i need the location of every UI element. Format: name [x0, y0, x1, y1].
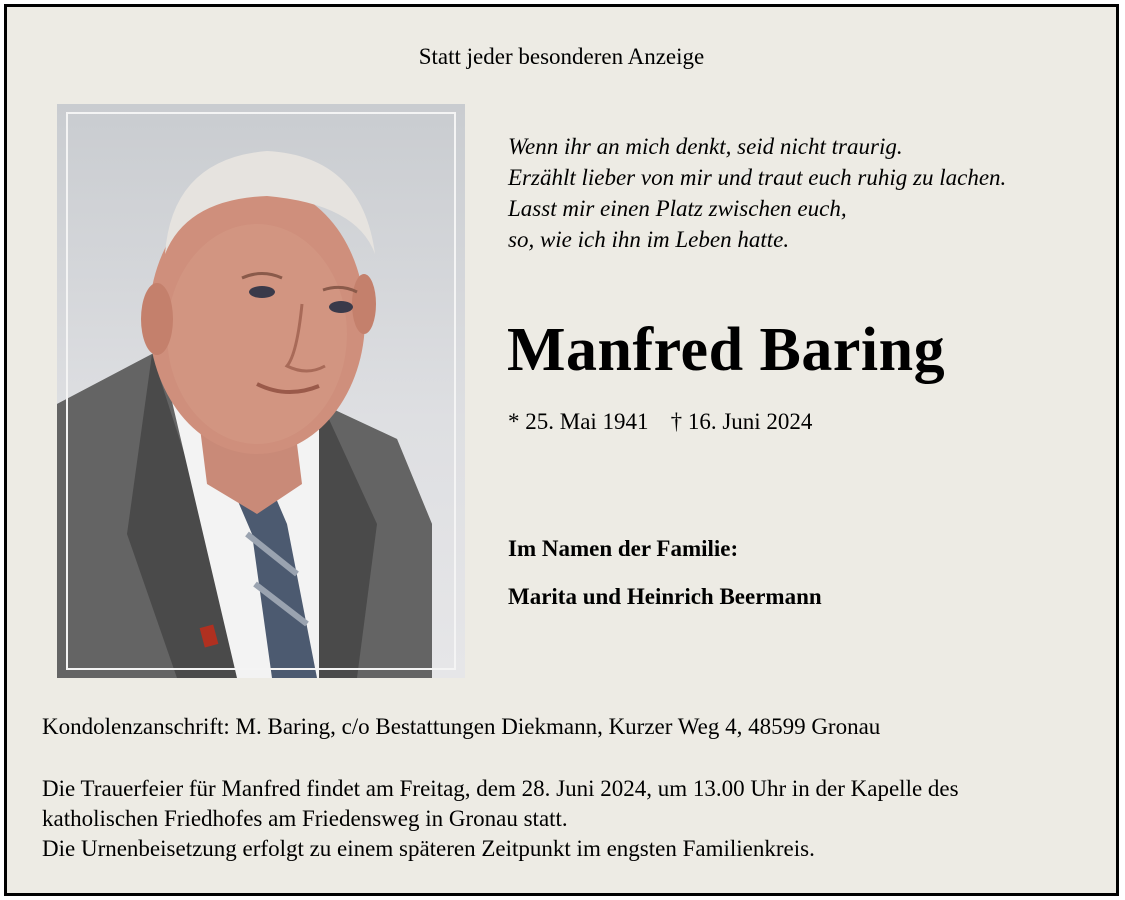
notice-header: Statt jeder besonderen Anzeige — [418, 44, 705, 69]
service-details — [42, 774, 959, 864]
service-line: Die Trauerfeier für Manfred findet am Freitag, dem 28. Juni 2024, um 13.00 Uhr in der Kapelle des — [42, 776, 959, 801]
portrait-photo — [57, 104, 465, 678]
service-line: katholischen Friedhofes am Friedensweg in Gronau statt. — [42, 806, 568, 831]
portrait-illustration — [57, 104, 465, 678]
poem-line: Lasst mir einen Platz zwischen euch, — [508, 196, 847, 221]
service-line: Die Urnenbeisetzung erfolgt zu einem späteren Zeitpunkt im engsten Familienkreis. — [42, 836, 815, 861]
life-dates — [508, 409, 812, 435]
poem-line: Wenn ihr an mich denkt, seid nicht traurig. — [508, 134, 903, 159]
poem-line: Erzählt lieber von mir und traut euch ruhig zu lachen. — [508, 165, 1007, 190]
birth-date: * 25. Mai 1941 — [508, 409, 649, 434]
family-names: Marita und Heinrich Beermann — [508, 584, 822, 609]
death-date: † 16. Juni 2024 — [670, 409, 813, 434]
condolence-address: Kondolenzanschrift: M. Baring, c/o Bestattungen Diekmann, Kurzer Weg 4, 48599 Gronau — [42, 714, 881, 739]
poem-line: so, wie ich ihn im Leben hatte. — [508, 227, 790, 252]
deceased-name: Manfred Baring — [507, 316, 946, 384]
poem — [508, 131, 1006, 255]
obituary-notice — [4, 4, 1119, 896]
family-label: Im Namen der Familie: — [508, 536, 739, 561]
